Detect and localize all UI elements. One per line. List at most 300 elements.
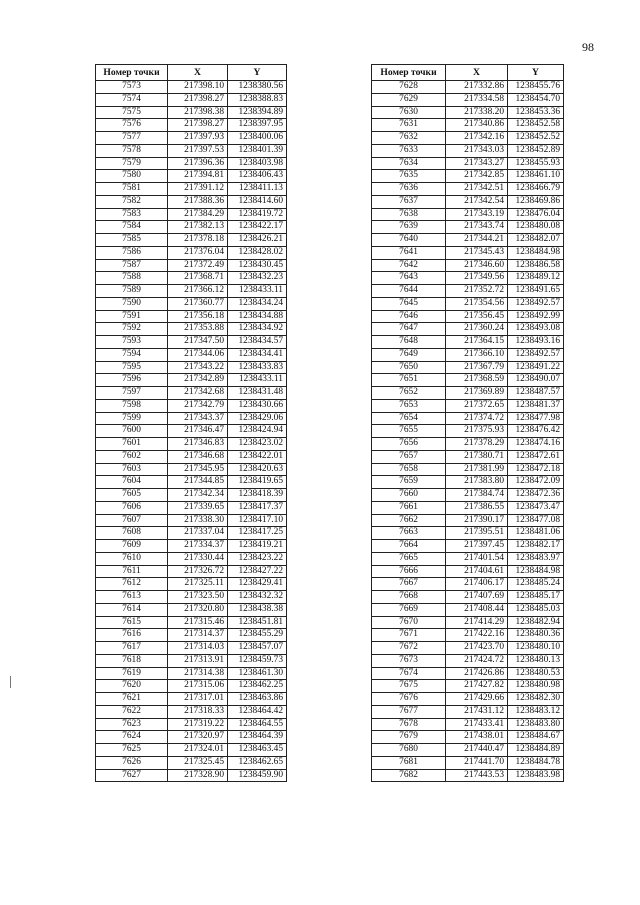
- cell-x: 217344.06: [168, 348, 228, 361]
- cell-y: 1238455.93: [508, 157, 564, 170]
- cell-point-number: 7674: [372, 667, 446, 680]
- cell-point-number: 7621: [96, 693, 168, 706]
- cell-y: 1238462.65: [228, 756, 287, 769]
- table-row: [372, 144, 564, 157]
- cell-point-number: 7580: [96, 170, 168, 183]
- cell-x: 217382.13: [168, 221, 228, 234]
- cell-x: 217343.03: [446, 144, 508, 157]
- table-row: [372, 208, 564, 221]
- cell-y: 1238492.57: [508, 297, 564, 310]
- cell-y: 1238482.07: [508, 234, 564, 247]
- cell-point-number: 7656: [372, 438, 446, 451]
- header-y: Y: [228, 65, 287, 81]
- cell-point-number: 7630: [372, 106, 446, 119]
- cell-point-number: 7584: [96, 221, 168, 234]
- cell-y: 1238477.98: [508, 412, 564, 425]
- cell-x: 217346.68: [168, 450, 228, 463]
- cell-point-number: 7633: [372, 144, 446, 157]
- cell-point-number: 7625: [96, 744, 168, 757]
- cell-point-number: 7643: [372, 272, 446, 285]
- cell-x: 217347.50: [168, 336, 228, 349]
- cell-y: 1238411.13: [228, 183, 287, 196]
- cell-y: 1238483.97: [508, 552, 564, 565]
- table-row: [96, 310, 287, 323]
- cell-y: 1238429.06: [228, 412, 287, 425]
- table-row: [96, 578, 287, 591]
- table-row: [96, 552, 287, 565]
- table-row: [372, 450, 564, 463]
- cell-x: 217356.45: [446, 310, 508, 323]
- cell-point-number: 7617: [96, 642, 168, 655]
- cell-x: 217380.71: [446, 450, 508, 463]
- cell-point-number: 7589: [96, 285, 168, 298]
- cell-point-number: 7612: [96, 578, 168, 591]
- cell-x: 217443.53: [446, 769, 508, 782]
- table-row: [96, 756, 287, 769]
- cell-x: 217397.93: [168, 132, 228, 145]
- table-row: [372, 374, 564, 387]
- cell-point-number: 7578: [96, 144, 168, 157]
- cell-point-number: 7624: [96, 731, 168, 744]
- table-row: [96, 157, 287, 170]
- cell-x: 217384.29: [168, 208, 228, 221]
- cell-y: 1238484.98: [508, 565, 564, 578]
- cell-y: 1238482.30: [508, 693, 564, 706]
- cell-y: 1238434.41: [228, 348, 287, 361]
- cell-point-number: 7608: [96, 527, 168, 540]
- table-row: [372, 476, 564, 489]
- table-row: [96, 348, 287, 361]
- cell-point-number: 7600: [96, 425, 168, 438]
- cell-x: 217343.74: [446, 221, 508, 234]
- table-row: [96, 425, 287, 438]
- cell-y: 1238431.48: [228, 387, 287, 400]
- cell-x: 217315.46: [168, 616, 228, 629]
- cell-x: 217345.43: [446, 246, 508, 259]
- cell-x: 217429.66: [446, 693, 508, 706]
- cell-point-number: 7653: [372, 399, 446, 412]
- cell-x: 217397.53: [168, 144, 228, 157]
- table-row: [372, 157, 564, 170]
- cell-x: 217369.89: [446, 387, 508, 400]
- cell-point-number: 7587: [96, 259, 168, 272]
- cell-x: 217378.18: [168, 234, 228, 247]
- cell-point-number: 7577: [96, 132, 168, 145]
- cell-x: 217328.90: [168, 769, 228, 782]
- cell-point-number: 7626: [96, 756, 168, 769]
- table-row: [372, 718, 564, 731]
- table-row: [96, 603, 287, 616]
- cell-x: 217398.10: [168, 81, 228, 94]
- table-row: [96, 438, 287, 451]
- cell-y: 1238472.18: [508, 463, 564, 476]
- cell-x: 217354.56: [446, 297, 508, 310]
- cell-y: 1238388.83: [228, 93, 287, 106]
- cell-point-number: 7665: [372, 552, 446, 565]
- cell-x: 217356.18: [168, 310, 228, 323]
- scan-artifact-mark: [10, 676, 11, 688]
- cell-y: 1238462.25: [228, 680, 287, 693]
- cell-y: 1238480.53: [508, 667, 564, 680]
- table-row: [96, 718, 287, 731]
- cell-y: 1238489.12: [508, 272, 564, 285]
- cell-y: 1238477.08: [508, 514, 564, 527]
- cell-y: 1238455.29: [228, 629, 287, 642]
- cell-y: 1238464.39: [228, 731, 287, 744]
- cell-point-number: 7676: [372, 693, 446, 706]
- table-row: [372, 603, 564, 616]
- cell-y: 1238426.21: [228, 234, 287, 247]
- cell-point-number: 7583: [96, 208, 168, 221]
- cell-point-number: 7591: [96, 310, 168, 323]
- cell-y: 1238464.42: [228, 705, 287, 718]
- table-row: [372, 565, 564, 578]
- cell-y: 1238452.58: [508, 119, 564, 132]
- cell-x: 217314.38: [168, 667, 228, 680]
- cell-point-number: 7599: [96, 412, 168, 425]
- cell-y: 1238452.52: [508, 132, 564, 145]
- cell-y: 1238484.98: [508, 246, 564, 259]
- cell-y: 1238401.39: [228, 144, 287, 157]
- cell-point-number: 7640: [372, 234, 446, 247]
- cell-y: 1238380.56: [228, 81, 287, 94]
- cell-y: 1238480.10: [508, 642, 564, 655]
- cell-x: 217398.27: [168, 119, 228, 132]
- cell-y: 1238433.11: [228, 285, 287, 298]
- table-row: [372, 195, 564, 208]
- cell-point-number: 7579: [96, 157, 168, 170]
- cell-point-number: 7666: [372, 565, 446, 578]
- table-row: [372, 412, 564, 425]
- cell-x: 217368.59: [446, 374, 508, 387]
- cell-y: 1238476.42: [508, 425, 564, 438]
- cell-y: 1238480.13: [508, 654, 564, 667]
- cell-point-number: 7675: [372, 680, 446, 693]
- cell-x: 217364.15: [446, 336, 508, 349]
- cell-y: 1238463.86: [228, 693, 287, 706]
- cell-point-number: 7637: [372, 195, 446, 208]
- cell-point-number: 7660: [372, 489, 446, 502]
- table-row: [372, 744, 564, 757]
- cell-x: 217378.29: [446, 438, 508, 451]
- table-row: [372, 246, 564, 259]
- table-row: [372, 272, 564, 285]
- table-row: [96, 744, 287, 757]
- table-body-left: [96, 81, 287, 782]
- table-row: [96, 208, 287, 221]
- cell-x: 217344.21: [446, 234, 508, 247]
- cell-y: 1238429.41: [228, 578, 287, 591]
- cell-x: 217424.72: [446, 654, 508, 667]
- cell-x: 217360.24: [446, 323, 508, 336]
- cell-y: 1238433.83: [228, 361, 287, 374]
- cell-point-number: 7642: [372, 259, 446, 272]
- cell-x: 217313.91: [168, 654, 228, 667]
- cell-y: 1238486.58: [508, 259, 564, 272]
- cell-y: 1238490.07: [508, 374, 564, 387]
- cell-y: 1238493.16: [508, 336, 564, 349]
- cell-y: 1238438.38: [228, 603, 287, 616]
- cell-x: 217342.34: [168, 489, 228, 502]
- cell-point-number: 7582: [96, 195, 168, 208]
- cell-y: 1238422.01: [228, 450, 287, 463]
- cell-y: 1238457.07: [228, 642, 287, 655]
- table-row: [96, 501, 287, 514]
- cell-point-number: 7661: [372, 501, 446, 514]
- cell-y: 1238463.45: [228, 744, 287, 757]
- table-row: [96, 221, 287, 234]
- cell-point-number: 7668: [372, 591, 446, 604]
- cell-point-number: 7604: [96, 476, 168, 489]
- cell-y: 1238483.12: [508, 705, 564, 718]
- cell-x: 217332.86: [446, 81, 508, 94]
- cell-y: 1238417.10: [228, 514, 287, 527]
- cell-point-number: 7678: [372, 718, 446, 731]
- cell-y: 1238474.16: [508, 438, 564, 451]
- cell-point-number: 7611: [96, 565, 168, 578]
- cell-point-number: 7650: [372, 361, 446, 374]
- table-row: [96, 680, 287, 693]
- cell-point-number: 7595: [96, 361, 168, 374]
- table-row: [96, 387, 287, 400]
- table-row: [96, 374, 287, 387]
- cell-point-number: 7607: [96, 514, 168, 527]
- cell-y: 1238454.70: [508, 93, 564, 106]
- cell-y: 1238424.94: [228, 425, 287, 438]
- table-row: [96, 476, 287, 489]
- table-header-row: [372, 65, 564, 81]
- cell-x: 217342.79: [168, 399, 228, 412]
- cell-y: 1238417.25: [228, 527, 287, 540]
- table-row: [96, 93, 287, 106]
- table-row: [372, 731, 564, 744]
- cell-y: 1238485.17: [508, 591, 564, 604]
- cell-y: 1238491.22: [508, 361, 564, 374]
- cell-point-number: 7590: [96, 297, 168, 310]
- cell-point-number: 7681: [372, 756, 446, 769]
- cell-point-number: 7638: [372, 208, 446, 221]
- cell-point-number: 7657: [372, 450, 446, 463]
- cell-point-number: 7641: [372, 246, 446, 259]
- table-row: [372, 323, 564, 336]
- table-row: [372, 310, 564, 323]
- cell-x: 217367.79: [446, 361, 508, 374]
- table-row: [96, 234, 287, 247]
- cell-x: 217375.93: [446, 425, 508, 438]
- table-row: [372, 348, 564, 361]
- cell-x: 217342.51: [446, 183, 508, 196]
- table-row: [96, 81, 287, 94]
- cell-x: 217372.49: [168, 259, 228, 272]
- table-row: [372, 591, 564, 604]
- cell-x: 217401.54: [446, 552, 508, 565]
- coordinates-table-right: [371, 64, 564, 782]
- cell-x: 217353.88: [168, 323, 228, 336]
- table-row: [96, 667, 287, 680]
- cell-x: 217320.97: [168, 731, 228, 744]
- cell-point-number: 7614: [96, 603, 168, 616]
- table-row: [372, 489, 564, 502]
- table-row: [372, 399, 564, 412]
- cell-point-number: 7663: [372, 527, 446, 540]
- cell-y: 1238394.89: [228, 106, 287, 119]
- cell-x: 217317.01: [168, 693, 228, 706]
- cell-y: 1238418.39: [228, 489, 287, 502]
- cell-y: 1238453.36: [508, 106, 564, 119]
- cell-point-number: 7639: [372, 221, 446, 234]
- cell-point-number: 7680: [372, 744, 446, 757]
- cell-y: 1238493.08: [508, 323, 564, 336]
- cell-point-number: 7671: [372, 629, 446, 642]
- cell-x: 217330.44: [168, 552, 228, 565]
- cell-x: 217318.33: [168, 705, 228, 718]
- cell-x: 217342.85: [446, 170, 508, 183]
- table-row: [372, 438, 564, 451]
- cell-y: 1238481.37: [508, 399, 564, 412]
- cell-y: 1238480.08: [508, 221, 564, 234]
- cell-point-number: 7605: [96, 489, 168, 502]
- table-row: [96, 195, 287, 208]
- cell-y: 1238483.98: [508, 769, 564, 782]
- cell-x: 217325.11: [168, 578, 228, 591]
- table-row: [372, 81, 564, 94]
- cell-point-number: 7576: [96, 119, 168, 132]
- table-row: [96, 731, 287, 744]
- cell-y: 1238466.79: [508, 183, 564, 196]
- table-row: [372, 106, 564, 119]
- table-row: [96, 693, 287, 706]
- cell-x: 217314.03: [168, 642, 228, 655]
- cell-y: 1238485.24: [508, 578, 564, 591]
- table-row: [96, 450, 287, 463]
- cell-x: 217427.82: [446, 680, 508, 693]
- cell-y: 1238472.36: [508, 489, 564, 502]
- cell-point-number: 7581: [96, 183, 168, 196]
- cell-point-number: 7662: [372, 514, 446, 527]
- table-row: [96, 106, 287, 119]
- cell-point-number: 7603: [96, 463, 168, 476]
- table-row: [372, 501, 564, 514]
- cell-x: 217344.85: [168, 476, 228, 489]
- cell-y: 1238414.60: [228, 195, 287, 208]
- cell-point-number: 7623: [96, 718, 168, 731]
- cell-x: 217338.20: [446, 106, 508, 119]
- cell-point-number: 7646: [372, 310, 446, 323]
- cell-point-number: 7670: [372, 616, 446, 629]
- table-row: [372, 221, 564, 234]
- cell-x: 217326.72: [168, 565, 228, 578]
- cell-point-number: 7649: [372, 348, 446, 361]
- cell-point-number: 7622: [96, 705, 168, 718]
- cell-x: 217433.41: [446, 718, 508, 731]
- cell-point-number: 7659: [372, 476, 446, 489]
- cell-point-number: 7648: [372, 336, 446, 349]
- table-row: [96, 705, 287, 718]
- header-x: X: [446, 65, 508, 81]
- cell-point-number: 7647: [372, 323, 446, 336]
- table-row: [96, 412, 287, 425]
- cell-x: 217366.10: [446, 348, 508, 361]
- coordinates-table-left: [95, 64, 287, 782]
- cell-x: 217349.56: [446, 272, 508, 285]
- cell-x: 217394.81: [168, 170, 228, 183]
- cell-x: 217339.65: [168, 501, 228, 514]
- cell-x: 217334.37: [168, 540, 228, 553]
- cell-x: 217324.01: [168, 744, 228, 757]
- cell-x: 217381.99: [446, 463, 508, 476]
- table-row: [372, 170, 564, 183]
- cell-y: 1238485.03: [508, 603, 564, 616]
- cell-y: 1238434.24: [228, 297, 287, 310]
- cell-y: 1238476.04: [508, 208, 564, 221]
- cell-point-number: 7682: [372, 769, 446, 782]
- table-row: [372, 578, 564, 591]
- header-point-number: Номер точки: [96, 65, 168, 81]
- cell-point-number: 7575: [96, 106, 168, 119]
- cell-y: 1238455.76: [508, 81, 564, 94]
- cell-point-number: 7664: [372, 540, 446, 553]
- cell-y: 1238420.63: [228, 463, 287, 476]
- cell-point-number: 7609: [96, 540, 168, 553]
- cell-y: 1238484.78: [508, 756, 564, 769]
- cell-x: 217343.22: [168, 361, 228, 374]
- cell-x: 217342.54: [446, 195, 508, 208]
- cell-point-number: 7627: [96, 769, 168, 782]
- cell-point-number: 7635: [372, 170, 446, 183]
- cell-point-number: 7655: [372, 425, 446, 438]
- cell-x: 217360.77: [168, 297, 228, 310]
- cell-point-number: 7669: [372, 603, 446, 616]
- table-row: [96, 565, 287, 578]
- cell-x: 217334.58: [446, 93, 508, 106]
- cell-point-number: 7596: [96, 374, 168, 387]
- cell-point-number: 7585: [96, 234, 168, 247]
- table-row: [372, 642, 564, 655]
- cell-point-number: 7597: [96, 387, 168, 400]
- cell-y: 1238397.95: [228, 119, 287, 132]
- cell-point-number: 7677: [372, 705, 446, 718]
- cell-y: 1238432.32: [228, 591, 287, 604]
- cell-y: 1238419.21: [228, 540, 287, 553]
- cell-x: 217395.51: [446, 527, 508, 540]
- table-row: [372, 756, 564, 769]
- cell-x: 217396.36: [168, 157, 228, 170]
- cell-y: 1238430.66: [228, 399, 287, 412]
- cell-point-number: 7616: [96, 629, 168, 642]
- cell-x: 217346.83: [168, 438, 228, 451]
- table-row: [96, 769, 287, 782]
- cell-y: 1238419.72: [228, 208, 287, 221]
- cell-y: 1238430.45: [228, 259, 287, 272]
- cell-x: 217314.37: [168, 629, 228, 642]
- cell-point-number: 7615: [96, 616, 168, 629]
- cell-x: 217368.71: [168, 272, 228, 285]
- cell-point-number: 7620: [96, 680, 168, 693]
- table-row: [96, 489, 287, 502]
- cell-y: 1238423.02: [228, 438, 287, 451]
- cell-point-number: 7654: [372, 412, 446, 425]
- table-row: [372, 552, 564, 565]
- cell-x: 217386.55: [446, 501, 508, 514]
- cell-x: 217422.16: [446, 629, 508, 642]
- table-row: [372, 93, 564, 106]
- cell-x: 217408.44: [446, 603, 508, 616]
- table-row: [96, 399, 287, 412]
- cell-y: 1238484.89: [508, 744, 564, 757]
- table-row: [372, 119, 564, 132]
- cell-x: 217315.06: [168, 680, 228, 693]
- cell-point-number: 7679: [372, 731, 446, 744]
